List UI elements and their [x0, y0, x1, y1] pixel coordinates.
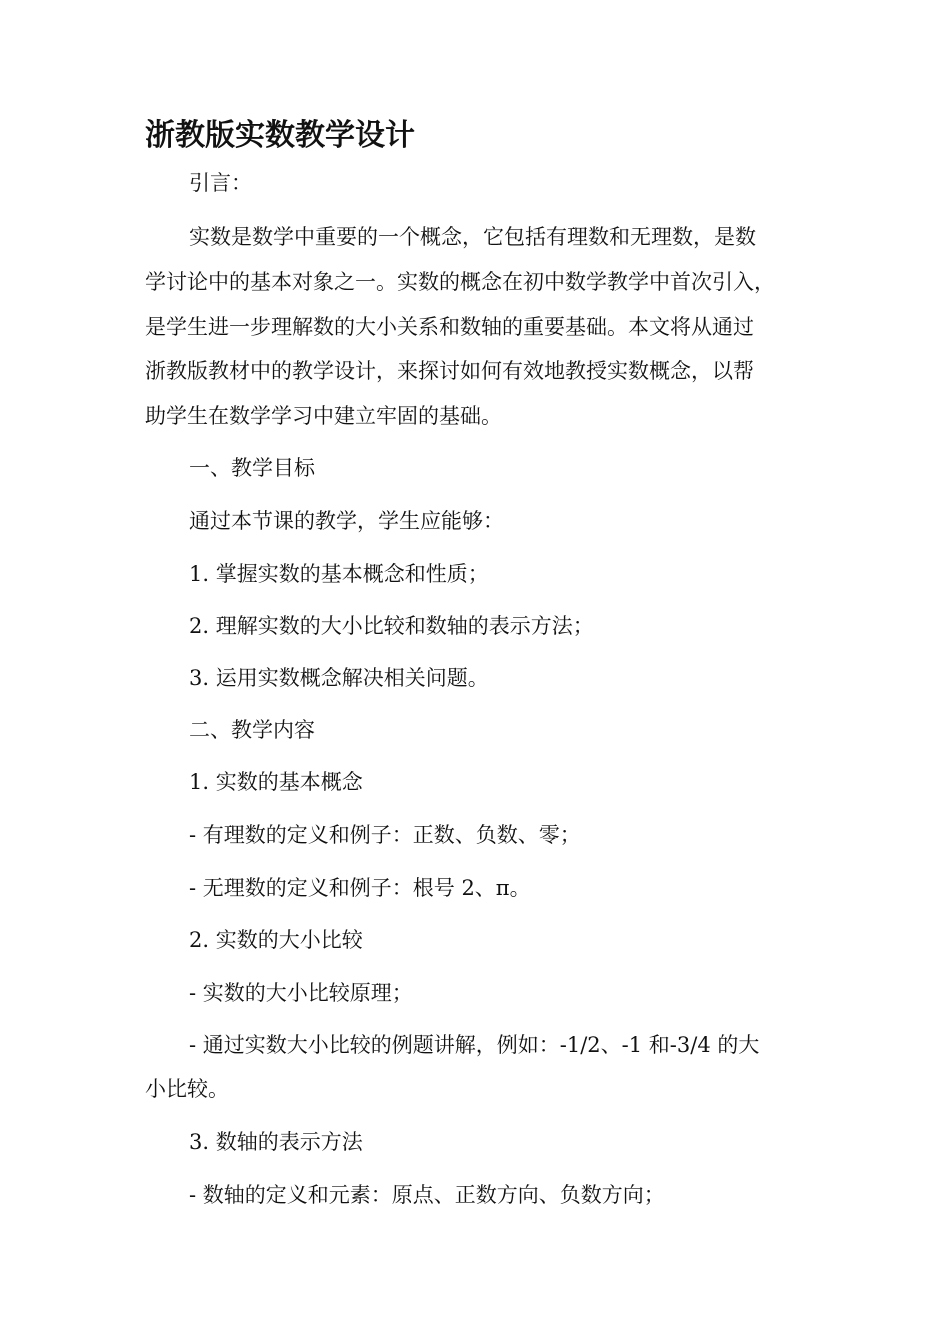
objective-item-2: 2. 理解实数的大小比较和数轴的表示方法；: [189, 614, 594, 638]
section1-heading: 一、教学目标: [189, 456, 315, 480]
document-title: 浙教版实数教学设计: [145, 118, 415, 153]
objective-item-1: 1. 掌握实数的基本概念和性质；: [189, 562, 489, 586]
section2-heading: 二、教学内容: [189, 718, 315, 742]
content-sub1-point-1: - 有理数的定义和例子：正数、负数、零；: [189, 823, 581, 847]
content-sub2-point-1: - 实数的大小比较原理；: [189, 981, 413, 1005]
intro-heading: 引言：: [189, 171, 252, 195]
intro-line-5: 助学生在数学学习中建立牢固的基础。: [145, 404, 502, 428]
intro-line-2: 学讨论中的基本对象之一。实数的概念在初中数学教学中首次引入，: [145, 270, 775, 294]
content-sub2-example-line-2: 小比较。: [145, 1077, 229, 1101]
content-sub2: 2. 实数的大小比较: [189, 928, 363, 952]
intro-line-4: 浙教版教材中的教学设计，来探讨如何有效地教授实数概念，以帮: [145, 359, 754, 383]
intro-line-3: 是学生进一步理解数的大小关系和数轴的重要基础。本文将从通过: [145, 315, 754, 339]
content-sub1: 1. 实数的基本概念: [189, 770, 363, 794]
objective-item-3: 3. 运用实数概念解决相关问题。: [189, 666, 489, 690]
section1-lead: 通过本节课的教学，学生应能够：: [189, 509, 504, 533]
content-sub1-point-2: - 无理数的定义和例子：根号 2、π。: [189, 876, 531, 900]
intro-line-1: 实数是数学中重要的一个概念，它包括有理数和无理数，是数: [189, 225, 756, 249]
content-sub3-point-1: - 数轴的定义和元素：原点、正数方向、负数方向；: [189, 1183, 665, 1207]
content-sub3: 3. 数轴的表示方法: [189, 1130, 363, 1154]
content-sub2-example-line-1: - 通过实数大小比较的例题讲解，例如：-1/2、-1 和-3/4 的大: [189, 1033, 760, 1057]
